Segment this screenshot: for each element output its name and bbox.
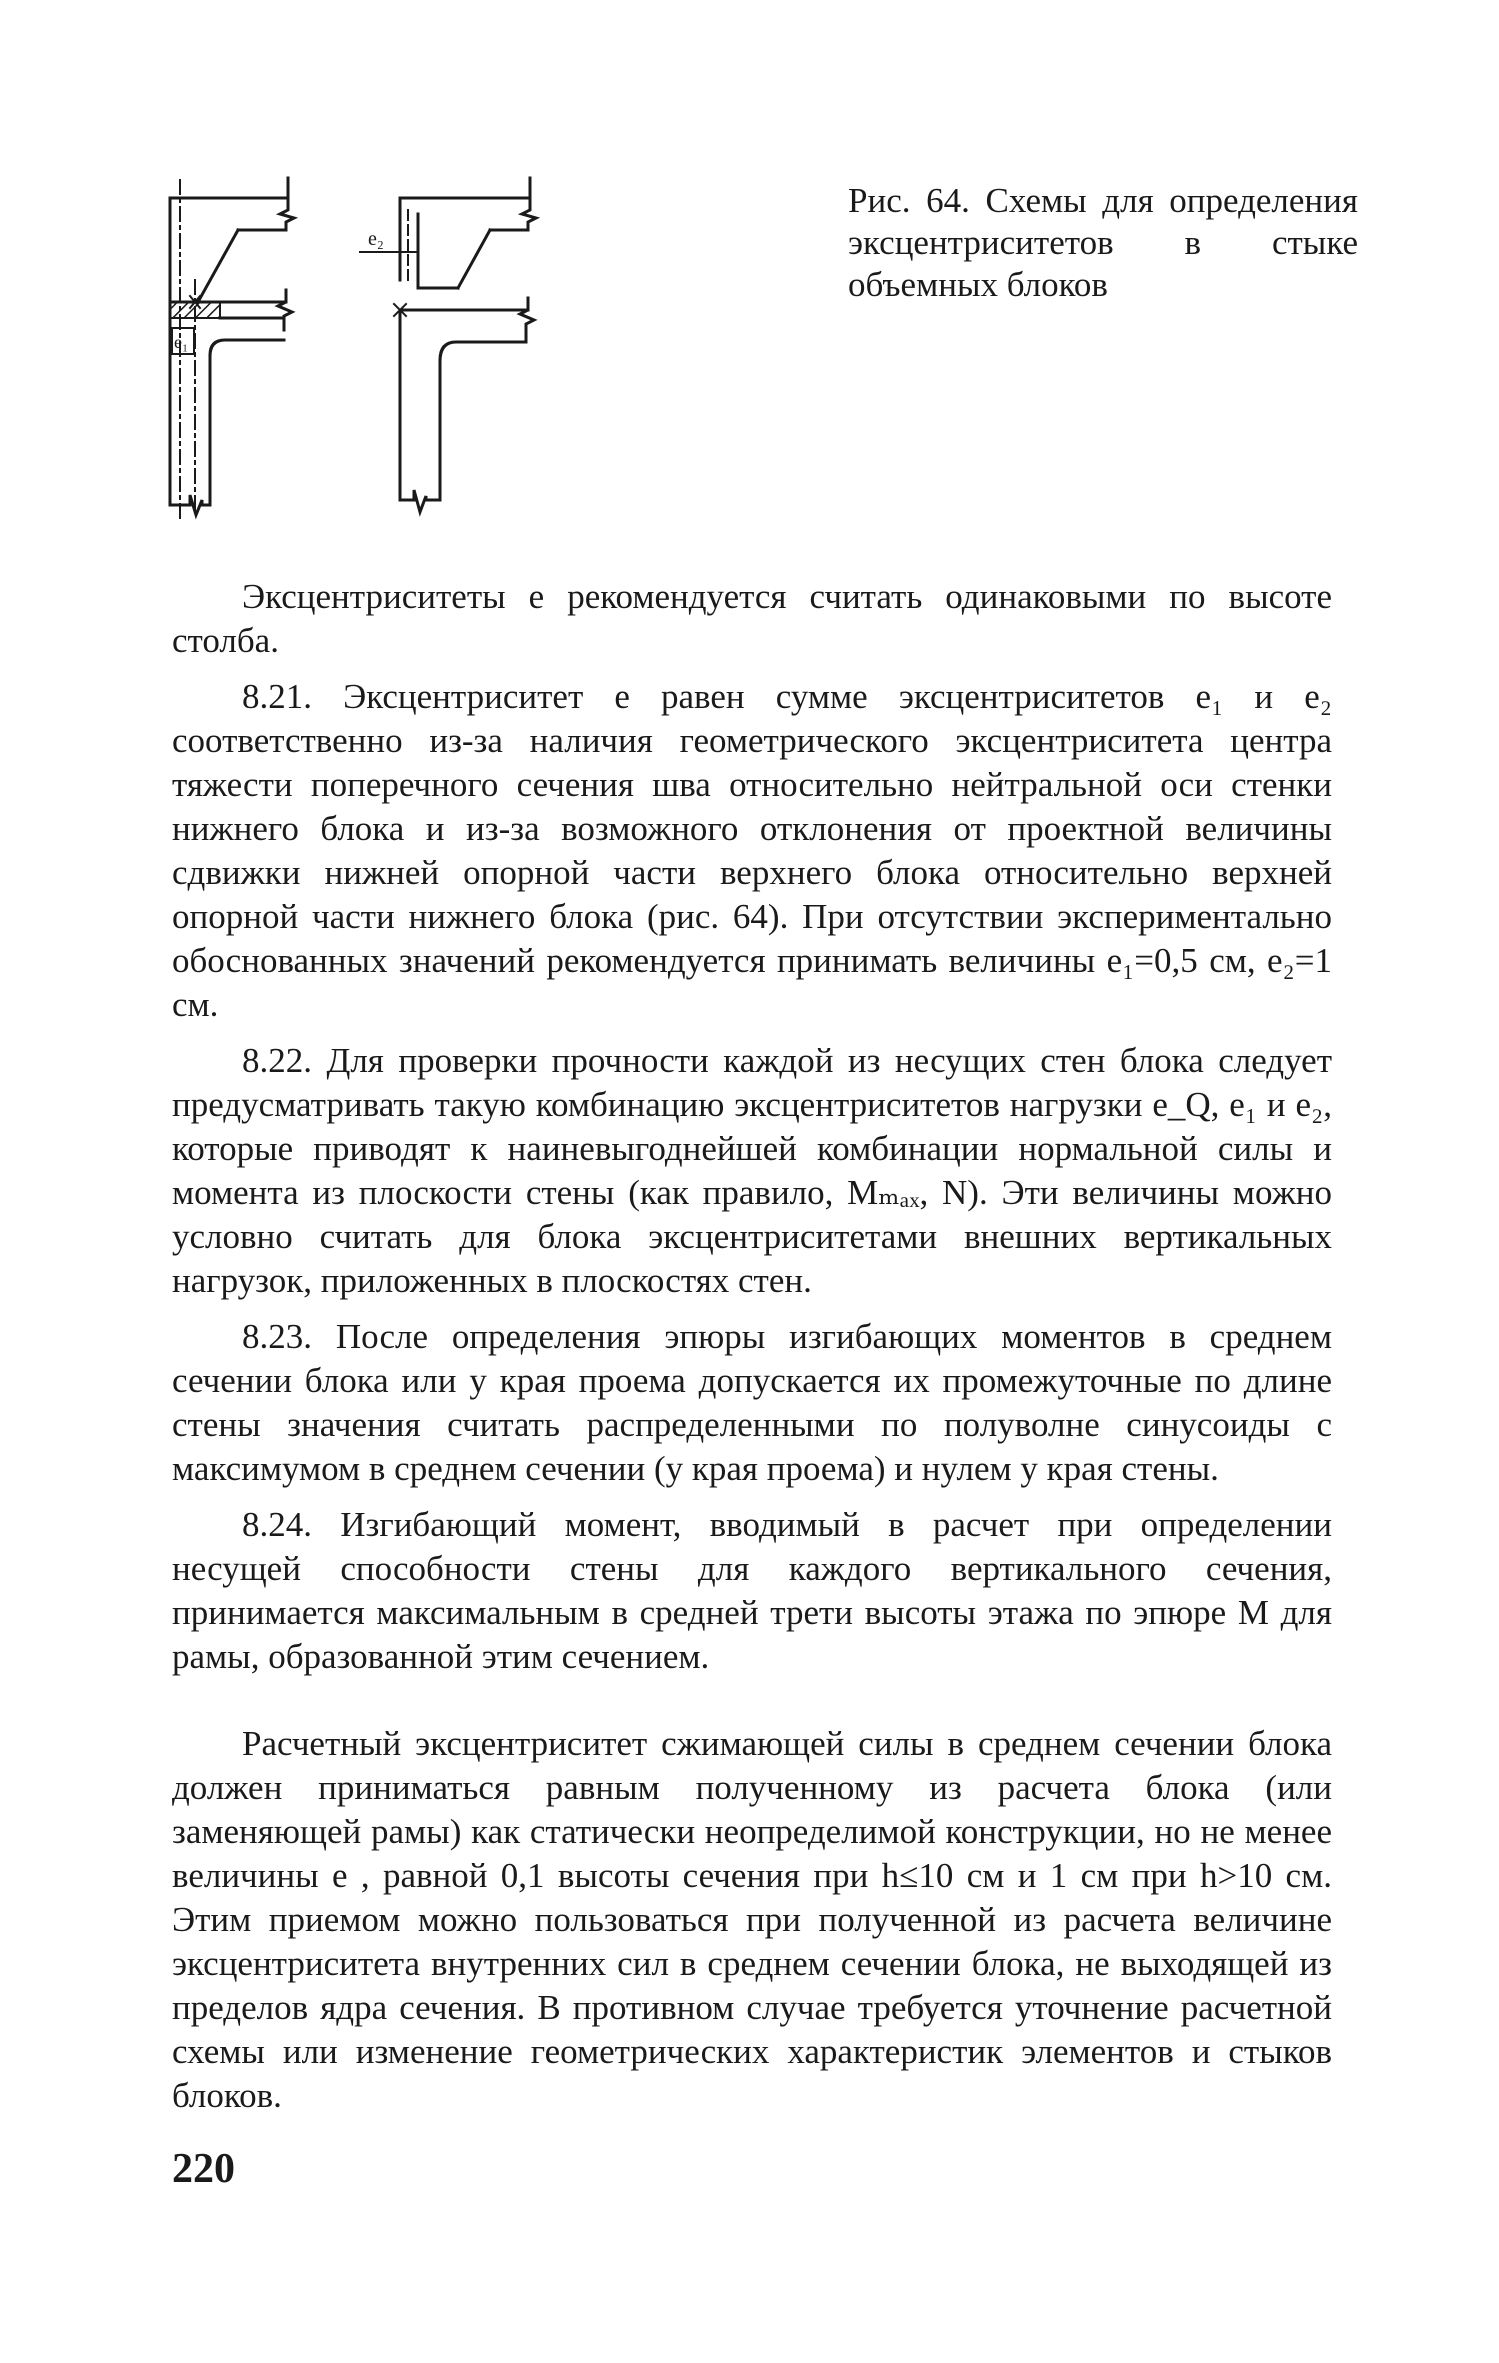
joint-schemes-diagram [150, 170, 810, 530]
paragraph-8-21: 8.21. Эксцентриситет e равен сумме эксцентриситетов e₁ и e₂ соответственно из-за наличия геометрического эксцентриситета центра тяжести поперечного сечения шва относительно нейтральной оси стенки нижнего блока и из-за возможного отклонения от проектной величины сдвижки нижней опорной части верхнего блока относительно верхней опорной части нижнего блока (рис. 64). При отсутствии экспериментально обоснованных значений рекомендуется принимать величины e₁=0,5 см, e₂=1 см. [172, 677, 1332, 1024]
label-e2: e₂ [368, 228, 384, 250]
paragraph-8-23: 8.23. После определения эпюры изгибающих моментов в среднем сечении блока или у края проема допускается их промежуточные по длине стены значения считать распределенными по полуволне синусоиды с максимумом в среднем сечении (у края проема) и нулем у края стены. [172, 1317, 1332, 1488]
paragraph-8-22: 8.22. Для проверки прочности каждой из несущих стен блока следует предусматривать такую комбинацию эксцентриситетов нагрузки e_Q, e₁ и e₂, которые приводят к наиневыгоднейшей комбинации нормальной силы и момента из плоскости стены (как правило, Mₘₐₓ, N). Эти величины можно условно считать для блока эксцентриситетами внешних вертикальных нагрузок, приложенных в плоскостях стен. [172, 1041, 1332, 1300]
page-number: 220 [172, 2146, 235, 2192]
right-scheme [360, 178, 536, 512]
figure-caption: Рис. 64. Схемы для определения эксцентриситетов в стыке объемных блоков [848, 181, 1358, 304]
paragraph-8-24: 8.24. Изгибающий момент, вводимый в расчет при определении несущей способности стены для каждого вертикального сечения, принимается максимальным в средней трети высоты этажа по эпюре M для рамы, образованной этим сечением. [172, 1505, 1332, 1676]
body-text-after [172, 1722, 1332, 2130]
left-scheme [170, 178, 294, 520]
figure-64 [150, 170, 810, 530]
paragraph-eccentricity: Расчетный эксцентриситет сжимающей силы в среднем сечении блока должен приниматься равным полученному из расчета блока (или заменяющей рамы) как статически неопределимой конструкции, но не менее величины e , равной 0,1 высоты сечения при h≤10 см и 1 см при h>10 см. Этим приемом можно пользоваться при полученной из расчета величине эксцентриситета внутренних сил в среднем сечении блока, не выходящей из пределов ядра сечения. В противном случае требуется уточнение расчетной схемы или изменение геометрических характеристик элементов и стыков блоков. [172, 1724, 1332, 2115]
paragraph-intro: Эксцентриситеты e рекомендуется считать одинаковыми по высоте столба. [172, 577, 1332, 660]
body-text [172, 575, 1332, 1691]
label-e1: e₁ [174, 332, 189, 352]
